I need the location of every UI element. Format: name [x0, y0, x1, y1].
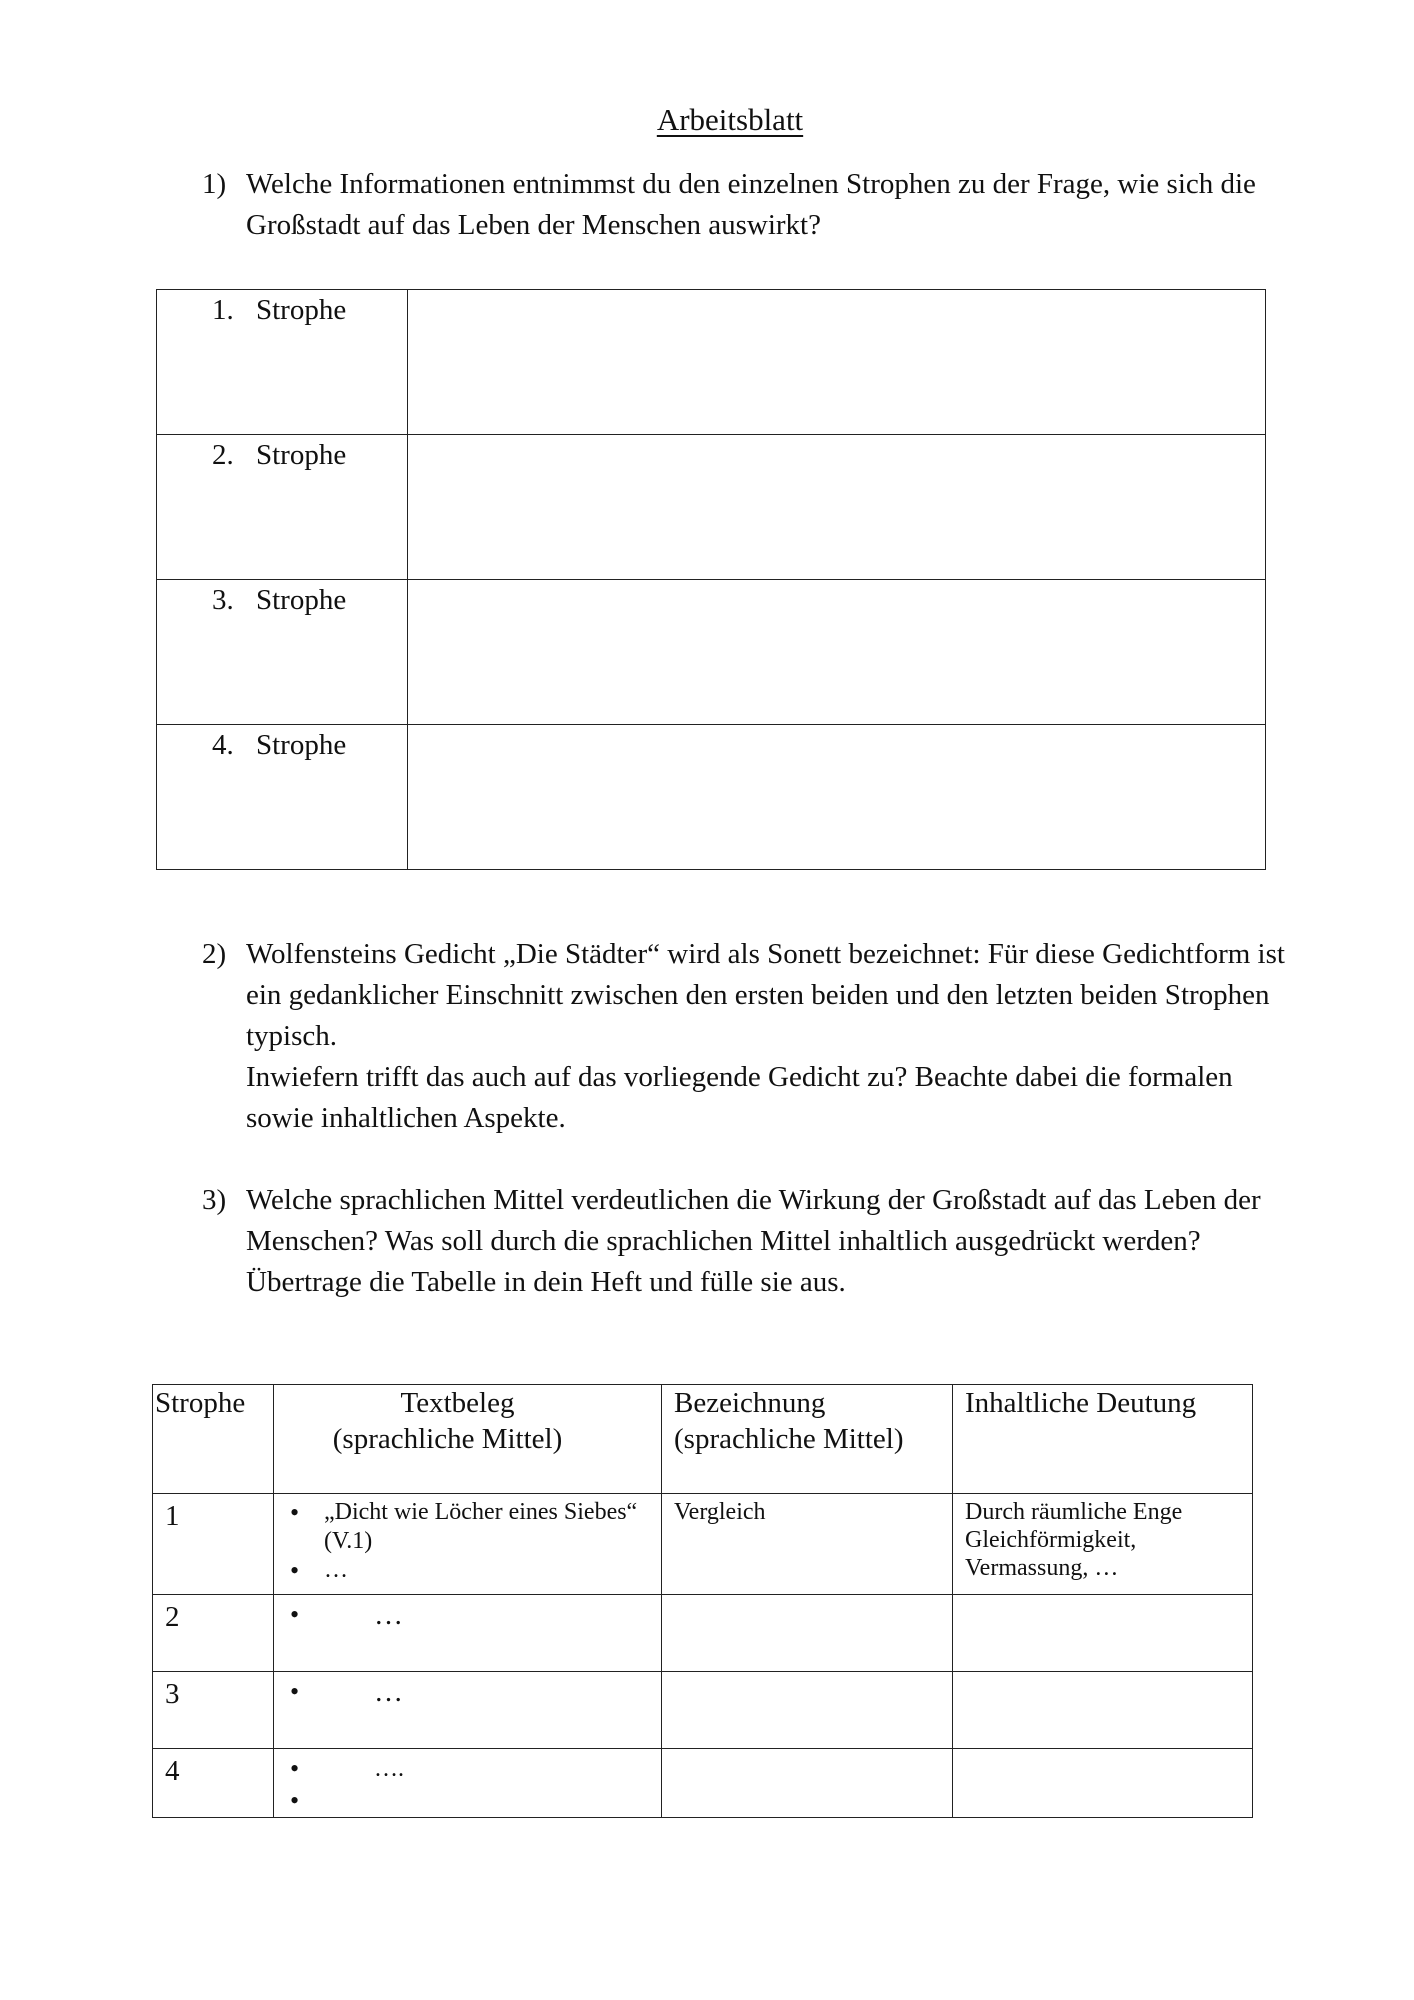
bullet-list [274, 1494, 661, 1585]
strophe-label: Strophe [256, 584, 347, 616]
table-row [157, 725, 1266, 870]
textbeleg-cell [274, 1595, 662, 1672]
table-row [157, 580, 1266, 725]
table-row [157, 290, 1266, 435]
question-paragraph: Welche Informationen entnimmst du den einzelnen Strophen zu der Frage, wie sich die Großstadt auf das Leben der Menschen auswirkt? [246, 168, 1256, 241]
bullet-list [274, 1749, 661, 1815]
question-number: 1) [202, 168, 227, 200]
strophe-number: 4. [212, 729, 234, 761]
answer-cell[interactable] [408, 580, 1266, 725]
strophe-label-cell [157, 580, 408, 725]
answer-cell[interactable] [408, 725, 1266, 870]
question-text [246, 934, 1306, 1139]
textbeleg-cell [274, 1672, 662, 1749]
question-paragraph: Welche sprachlichen Mittel verdeutlichen die Wirkung der Großstadt auf das Leben der Menschen? Was soll durch die sprachlichen Mittel inhaltlich ausgedrückt werden? [246, 1184, 1261, 1257]
strophe-label: Strophe [256, 439, 347, 471]
strophe-cell: 4 [153, 1749, 274, 1818]
strophe-cell: 1 [153, 1494, 274, 1595]
column-header-bezeichnung: Bezeichnung (sprachliche Mittel) [662, 1385, 953, 1494]
answer-cell[interactable] [408, 290, 1266, 435]
question-text [246, 1180, 1306, 1303]
column-header-textbeleg: Textbeleg (sprachliche Mittel) [274, 1385, 662, 1494]
bezeichnung-cell[interactable] [662, 1595, 953, 1672]
strophe-label-cell [157, 290, 408, 435]
question-number: 3) [202, 1184, 227, 1216]
deutung-cell[interactable] [953, 1595, 1253, 1672]
analysis-table [152, 1384, 1253, 1818]
strophe-number: 3. [212, 584, 234, 616]
question-paragraph: Übertrage die Tabelle in dein Heft und fülle sie aus. [246, 1266, 846, 1298]
bullet-list [274, 1672, 661, 1708]
strophe-label: Strophe [256, 294, 347, 326]
question-text [246, 164, 1306, 246]
list-item: • … [274, 1676, 661, 1708]
list-item [274, 1785, 661, 1815]
question-paragraph: Wolfensteins Gedicht „Die Städter“ wird als Sonett bezeichnet: Für diese Gedichtform ist ein gedanklicher Einschnitt zwischen den ersten beiden und den letzten beiden Strophen typisch. [246, 938, 1285, 1052]
column-header-strophe: Strophe [153, 1385, 274, 1494]
answer-cell[interactable] [408, 435, 1266, 580]
table-row [153, 1749, 1253, 1818]
textbeleg-cell [274, 1749, 662, 1818]
table-row [153, 1595, 1253, 1672]
deutung-cell: Durch räumliche Enge Gleichförmigkeit, Vermassung, … [953, 1494, 1253, 1595]
bullet-list [274, 1595, 661, 1631]
strophen-table [156, 289, 1266, 870]
deutung-cell[interactable] [953, 1672, 1253, 1749]
strophe-cell: 3 [153, 1672, 274, 1749]
table-row [153, 1494, 1253, 1595]
list-item: • … [274, 1599, 661, 1631]
table-row [153, 1672, 1253, 1749]
list-item: • … [274, 1556, 661, 1585]
list-item: • …. [274, 1753, 661, 1785]
strophe-number: 2. [212, 439, 234, 471]
table-row [157, 435, 1266, 580]
question-paragraph: Inwiefern trifft das auch auf das vorliegende Gedicht zu? Beachte dabei die formalen sowie inhaltlichen Aspekte. [246, 1061, 1233, 1134]
column-header-deutung: Inhaltliche Deutung [953, 1385, 1253, 1494]
list-item: • „Dicht wie Löcher eines Siebes“ (V.1) [274, 1498, 661, 1556]
strophe-label-cell [157, 725, 408, 870]
bezeichnung-cell[interactable] [662, 1749, 953, 1818]
strophe-label-cell [157, 435, 408, 580]
strophe-cell: 2 [153, 1595, 274, 1672]
deutung-cell[interactable] [953, 1749, 1253, 1818]
strophe-label: Strophe [256, 729, 347, 761]
question-number: 2) [202, 938, 227, 970]
bezeichnung-cell[interactable] [662, 1672, 953, 1749]
textbeleg-cell [274, 1494, 662, 1595]
page-title: Arbeitsblatt [656, 102, 804, 137]
bezeichnung-cell: Vergleich [662, 1494, 953, 1595]
strophe-number: 1. [212, 294, 234, 326]
table-header-row [153, 1385, 1253, 1494]
